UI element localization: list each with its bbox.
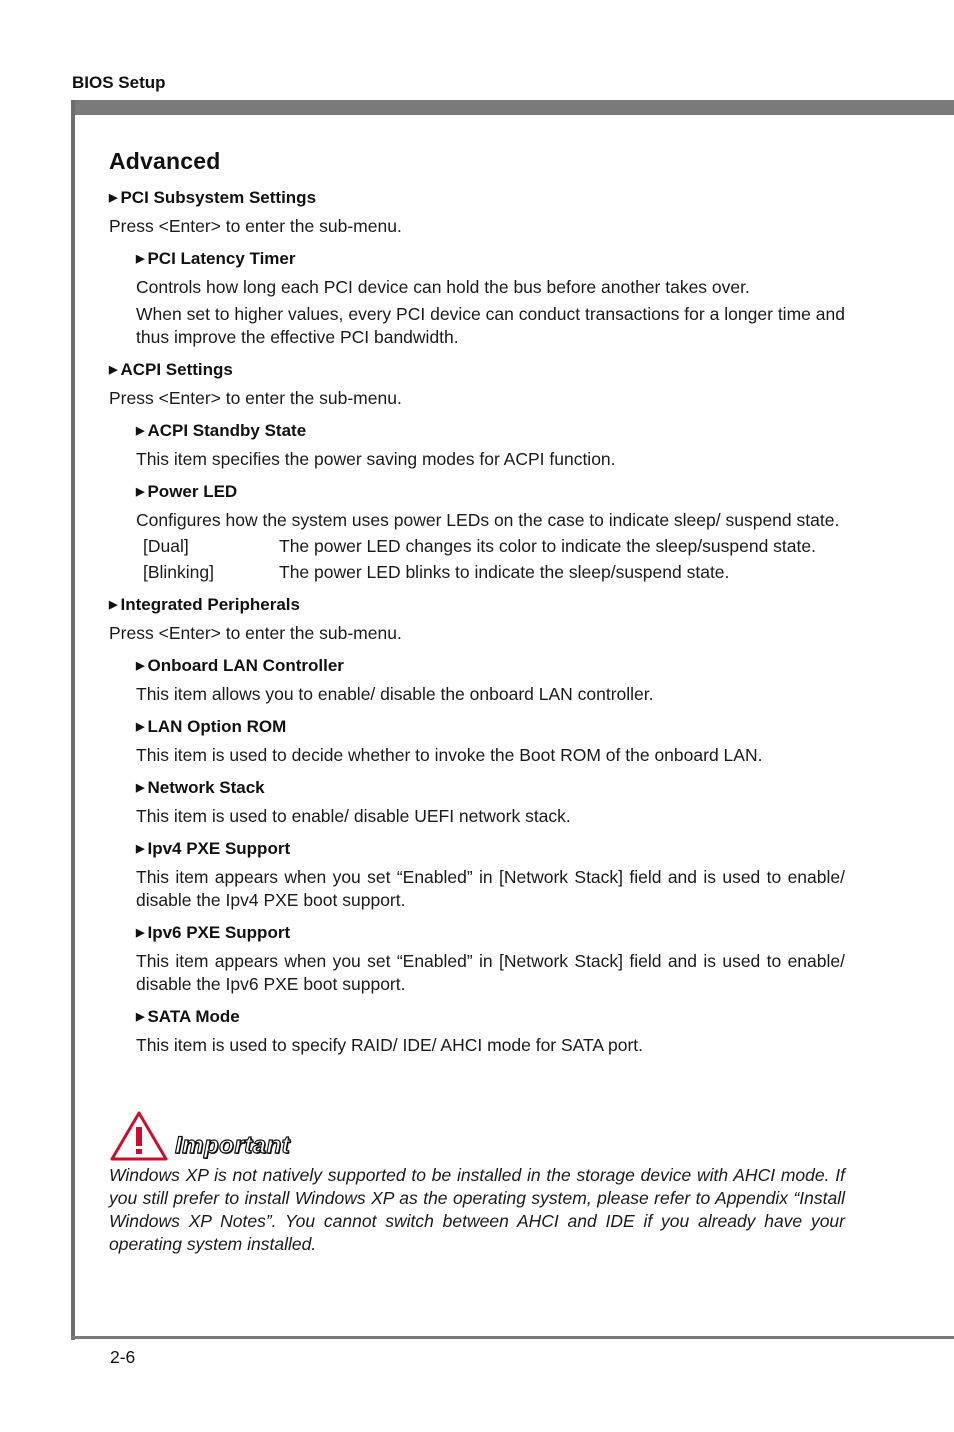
- item-heading: [136, 655, 845, 679]
- subitem-onboard-lan: [136, 655, 845, 706]
- right-triangle-icon: ▶: [136, 843, 145, 855]
- page-number: 2-6: [110, 1347, 136, 1367]
- subitem-network-stack: [136, 777, 845, 828]
- subitem-pci-latency: [136, 248, 845, 349]
- important-text: Windows XP is not natively supported to be installed in the storage device with AHCI mode. If you still prefer to install Windows XP as the operating system, please refer to Appendix “Install Windows XP Notes”. You cannot switch between AHCI and IDE if you already have your operating system installed.: [109, 1165, 845, 1254]
- item-heading: [109, 594, 845, 618]
- item-heading: [136, 481, 845, 505]
- frame-bottom-bar: [71, 1336, 954, 1339]
- item-desc: Press <Enter> to enter the sub-menu.: [109, 216, 402, 236]
- item-title: Onboard LAN Controller: [147, 656, 344, 675]
- item-title: PCI Latency Timer: [147, 249, 296, 268]
- item-title: Ipv4 PXE Support: [147, 839, 291, 858]
- item-title: ACPI Standby State: [147, 421, 307, 440]
- item-heading: [109, 187, 845, 211]
- right-triangle-icon: ▶: [136, 660, 145, 672]
- item-heading: [136, 248, 845, 272]
- item-title: Network Stack: [147, 778, 265, 797]
- right-triangle-icon: ▶: [136, 425, 145, 437]
- item-heading: [136, 777, 845, 801]
- warning-triangle-icon: [109, 1110, 169, 1162]
- option-key: [Blinking]: [143, 562, 215, 582]
- right-triangle-icon: ▶: [109, 599, 118, 611]
- group-acpi: [109, 359, 845, 410]
- option-row: [143, 561, 845, 584]
- right-triangle-icon: ▶: [136, 253, 145, 265]
- item-desc: This item specifies the power saving modes for ACPI function.: [136, 449, 616, 469]
- option-desc: The power LED changes its color to indicate the sleep/suspend state.: [279, 536, 816, 556]
- item-desc: This item is used to specify RAID/ IDE/ AHCI mode for SATA port.: [136, 1035, 644, 1055]
- item-desc: This item appears when you set “Enabled” in [Network Stack] field and is used to enable/ disable the Ipv4 PXE boot support.: [136, 867, 845, 910]
- item-desc: This item allows you to enable/ disable the onboard LAN controller.: [136, 684, 654, 704]
- subitem-ipv6-pxe: [136, 922, 845, 996]
- important-heading: [109, 1106, 845, 1162]
- item-title: ACPI Settings: [120, 360, 233, 379]
- item-heading: [136, 1006, 845, 1030]
- content: [109, 148, 845, 1057]
- right-triangle-icon: ▶: [136, 486, 145, 498]
- group-pci: [109, 187, 845, 238]
- item-desc: Configures how the system uses power LEDs on the case to indicate sleep/ suspend state.: [136, 510, 840, 530]
- right-triangle-icon: ▶: [109, 364, 118, 376]
- group-integrated-peripherals: [109, 594, 845, 645]
- frame-top-bar: [71, 100, 954, 115]
- subitem-ipv4-pxe: [136, 838, 845, 912]
- item-title: LAN Option ROM: [147, 717, 287, 736]
- item-title: Ipv6 PXE Support: [147, 923, 291, 942]
- item-heading: [136, 420, 845, 444]
- frame-left-bar: [71, 100, 75, 1340]
- subitem-sata-mode: [136, 1006, 845, 1057]
- right-triangle-icon: ▶: [136, 721, 145, 733]
- item-desc: This item is used to decide whether to invoke the Boot ROM of the onboard LAN.: [136, 745, 763, 765]
- item-title: PCI Subsystem Settings: [120, 188, 317, 207]
- option-row: [143, 535, 845, 558]
- item-desc: Press <Enter> to enter the sub-menu.: [109, 623, 402, 643]
- subitem-acpi-standby: [136, 420, 845, 471]
- section-title: Advanced: [109, 148, 221, 174]
- important-title: Important: [175, 1132, 291, 1159]
- item-title: SATA Mode: [147, 1007, 240, 1026]
- item-desc: Controls how long each PCI device can hold the bus before another takes over.: [136, 277, 750, 297]
- important-note: [109, 1106, 845, 1256]
- item-title: Integrated Peripherals: [120, 595, 300, 614]
- right-triangle-icon: ▶: [136, 782, 145, 794]
- right-triangle-icon: ▶: [136, 927, 145, 939]
- item-heading: [136, 838, 845, 862]
- item-desc: When set to higher values, every PCI device can conduct transactions for a longer time and thus improve the effective PCI bandwidth.: [136, 304, 845, 347]
- subitem-lan-option-rom: [136, 716, 845, 767]
- item-heading: [109, 359, 845, 383]
- item-desc: This item appears when you set “Enabled” in [Network Stack] field and is used to enable/ disable the Ipv6 PXE boot support.: [136, 951, 845, 994]
- item-desc: This item is used to enable/ disable UEFI network stack.: [136, 806, 571, 826]
- right-triangle-icon: ▶: [109, 192, 118, 204]
- item-heading: [136, 716, 845, 740]
- item-heading: [136, 922, 845, 946]
- option-key: [Dual]: [143, 536, 189, 556]
- item-desc: Press <Enter> to enter the sub-menu.: [109, 388, 402, 408]
- subitem-power-led: [136, 481, 845, 584]
- item-title: Power LED: [147, 482, 238, 501]
- right-triangle-icon: ▶: [136, 1011, 145, 1023]
- header-title: BIOS Setup: [72, 73, 166, 92]
- option-desc: The power LED blinks to indicate the sleep/suspend state.: [279, 562, 730, 582]
